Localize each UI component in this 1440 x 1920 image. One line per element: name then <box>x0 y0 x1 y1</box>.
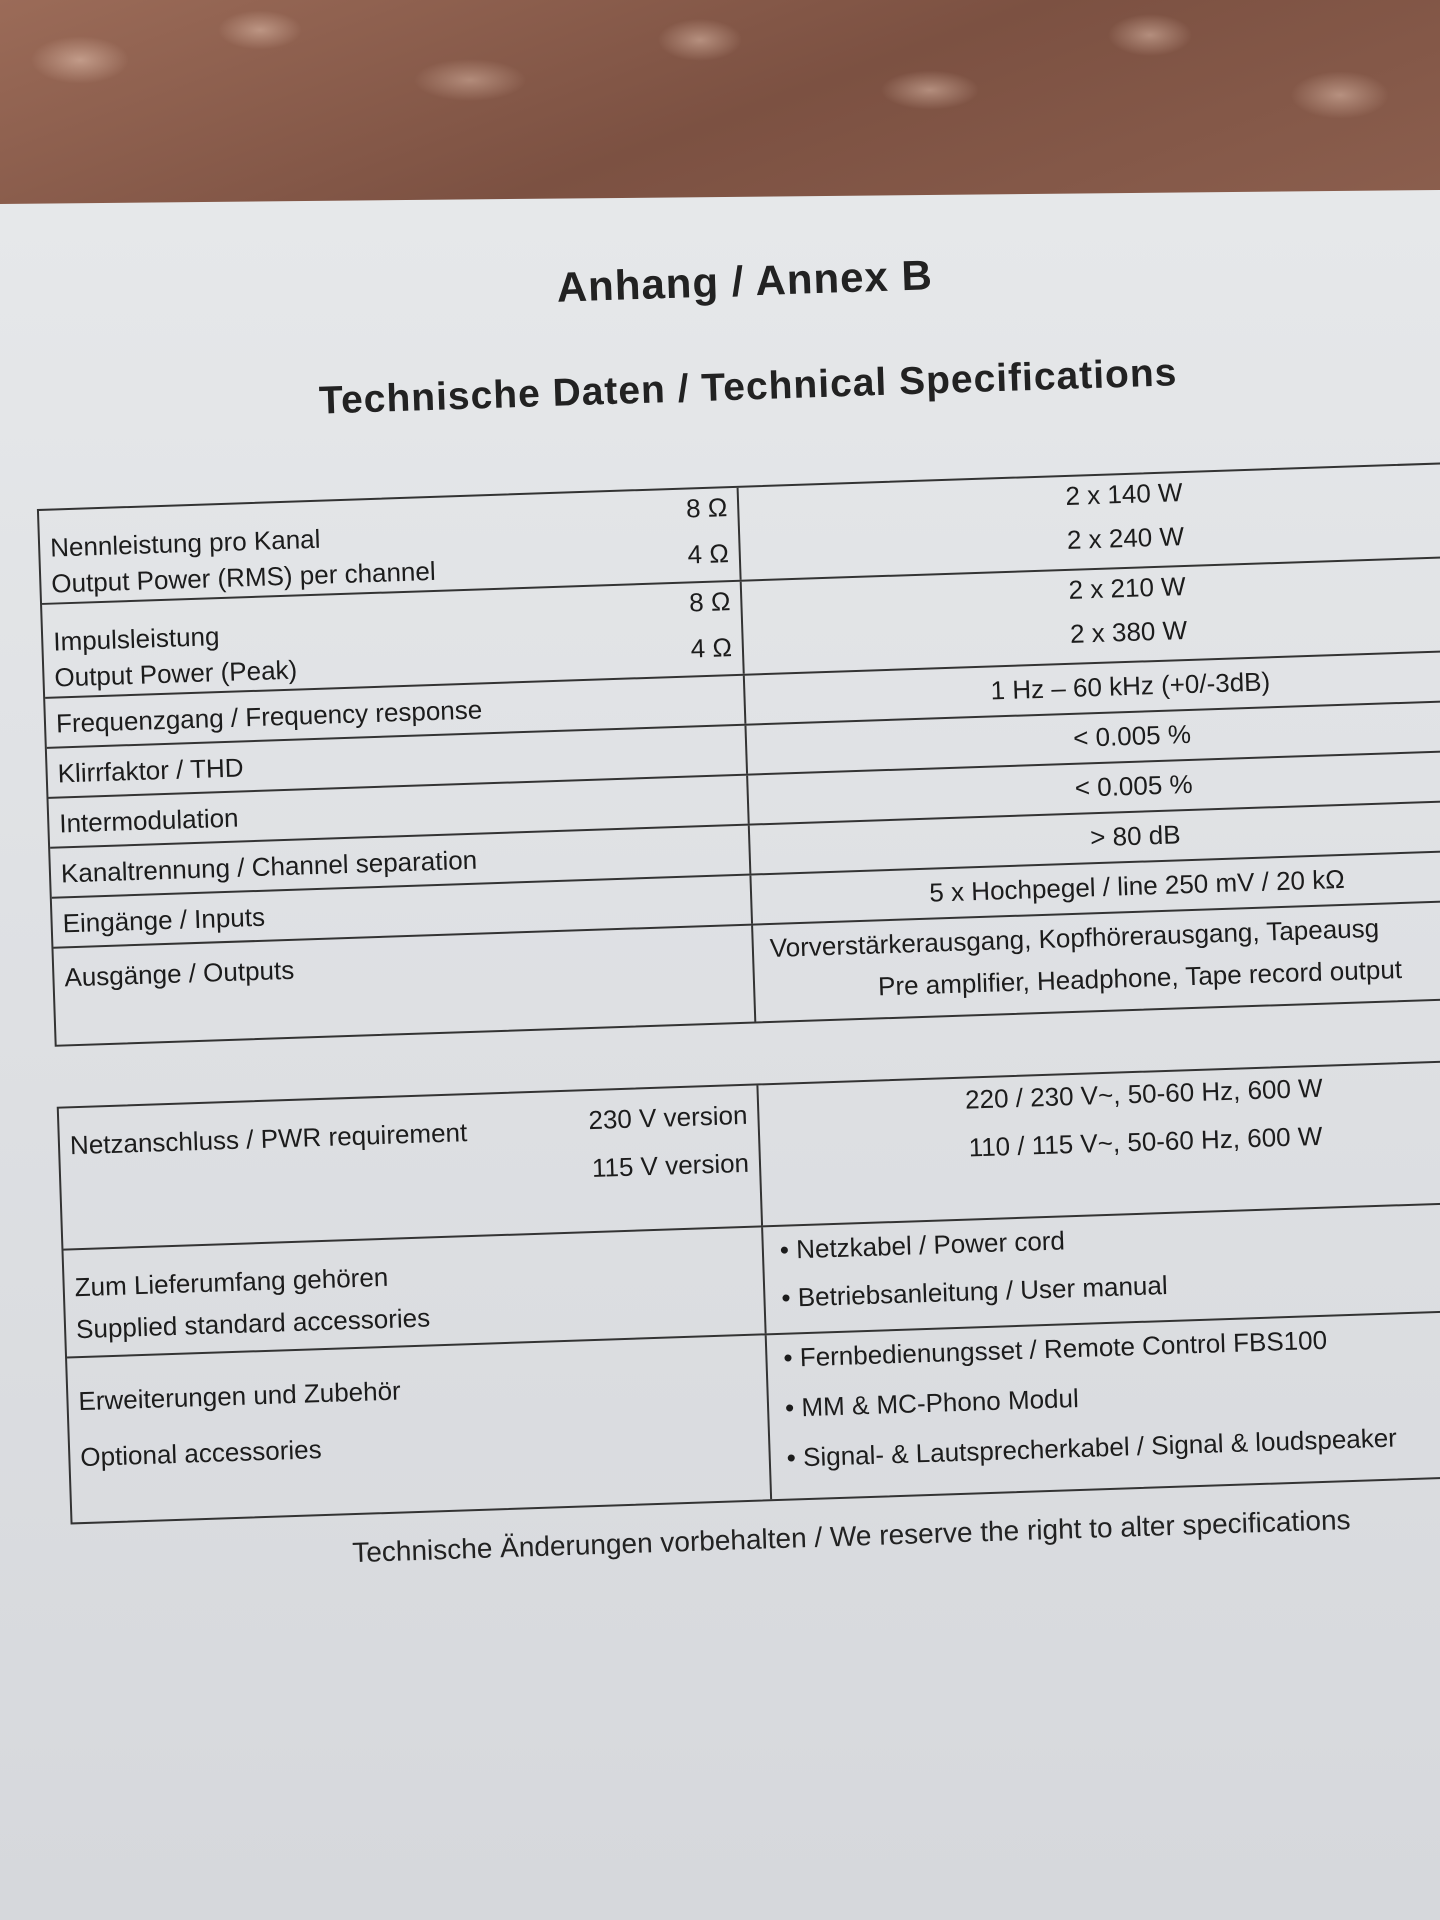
row-label: Frequenzgang / Frequency response <box>55 694 483 739</box>
impedance-label: 4 Ω <box>687 538 730 570</box>
spec-title: Technische Daten / Technical Specifications <box>318 351 1179 423</box>
impedance-label: 4 Ω <box>690 632 733 664</box>
accessory-item: • Signal- & Lautsprecherkabel / Signal & loudspeaker <box>786 1422 1398 1473</box>
row-label: Output Power (RMS) per channel <box>50 555 437 599</box>
accessory-item: • Fernbedienungsset / Remote Control FBS100 <box>782 1324 1328 1373</box>
row-value: < 0.005 % <box>1072 718 1192 753</box>
version-label: 115 V version <box>591 1147 750 1184</box>
row-value: 220 / 230 V~, 50-60 Hz, 600 W <box>964 1072 1324 1115</box>
row-value: Vorverstärkerausgang, Kopfhörerausgang, Tapeausg <box>769 912 1380 963</box>
row-value: 5 x Hochpegel / line 250 mV / 20 kΩ <box>928 863 1346 908</box>
row-value: 2 x 140 W <box>1065 477 1183 511</box>
row-label: Nennleistung pro Kanal <box>49 523 321 563</box>
row-value: 2 x 210 W <box>1068 571 1187 605</box>
accessory-item: • Netzkabel / Power cord <box>779 1225 1066 1265</box>
row-value: 110 / 115 V~, 50-60 Hz, 600 W <box>968 1120 1323 1163</box>
row-label: Erweiterungen und Zubehör <box>78 1375 402 1417</box>
accessory-item: • MM & MC-Phono Modul <box>784 1383 1080 1423</box>
version-label: 230 V version <box>587 1099 748 1136</box>
row-label: Ausgänge / Outputs <box>63 954 295 993</box>
row-value: 1 Hz – 60 kHz (+0/-3dB) <box>990 666 1271 706</box>
row-label: Intermodulation <box>58 802 239 839</box>
row-label: Klirrfaktor / THD <box>57 752 244 789</box>
accessory-item: • Betriebsanleitung / User manual <box>780 1270 1169 1313</box>
row-label: Impulsleistung <box>52 621 220 657</box>
row-value: > 80 dB <box>1089 819 1181 853</box>
row-label: Eingänge / Inputs <box>62 901 266 939</box>
impedance-label: 8 Ω <box>685 492 728 524</box>
row-label: Netzanschluss / PWR requirement <box>69 1117 468 1161</box>
row-label: Output Power (Peak) <box>53 654 298 693</box>
footer-note: Technische Änderungen vorbehalten / We reserve the right to alter specifications <box>351 1504 1351 1569</box>
row-value: < 0.005 % <box>1074 768 1194 803</box>
impedance-label: 8 Ω <box>688 586 731 618</box>
annex-title: Anhang / Annex B <box>555 251 934 311</box>
spec-table-power <box>57 1058 1440 1525</box>
row-value: 2 x 380 W <box>1069 614 1188 649</box>
row-value: 2 x 240 W <box>1066 521 1185 555</box>
row-label: Zum Lieferumfang gehören <box>74 1261 389 1303</box>
spec-table-main <box>37 460 1440 1047</box>
row-label: Kanaltrennung / Channel separation <box>60 844 478 889</box>
row-value: Pre amplifier, Headphone, Tape record output <box>877 954 1403 1002</box>
row-label: Optional accessories <box>79 1434 323 1473</box>
row-label: Supplied standard accessories <box>75 1302 431 1345</box>
